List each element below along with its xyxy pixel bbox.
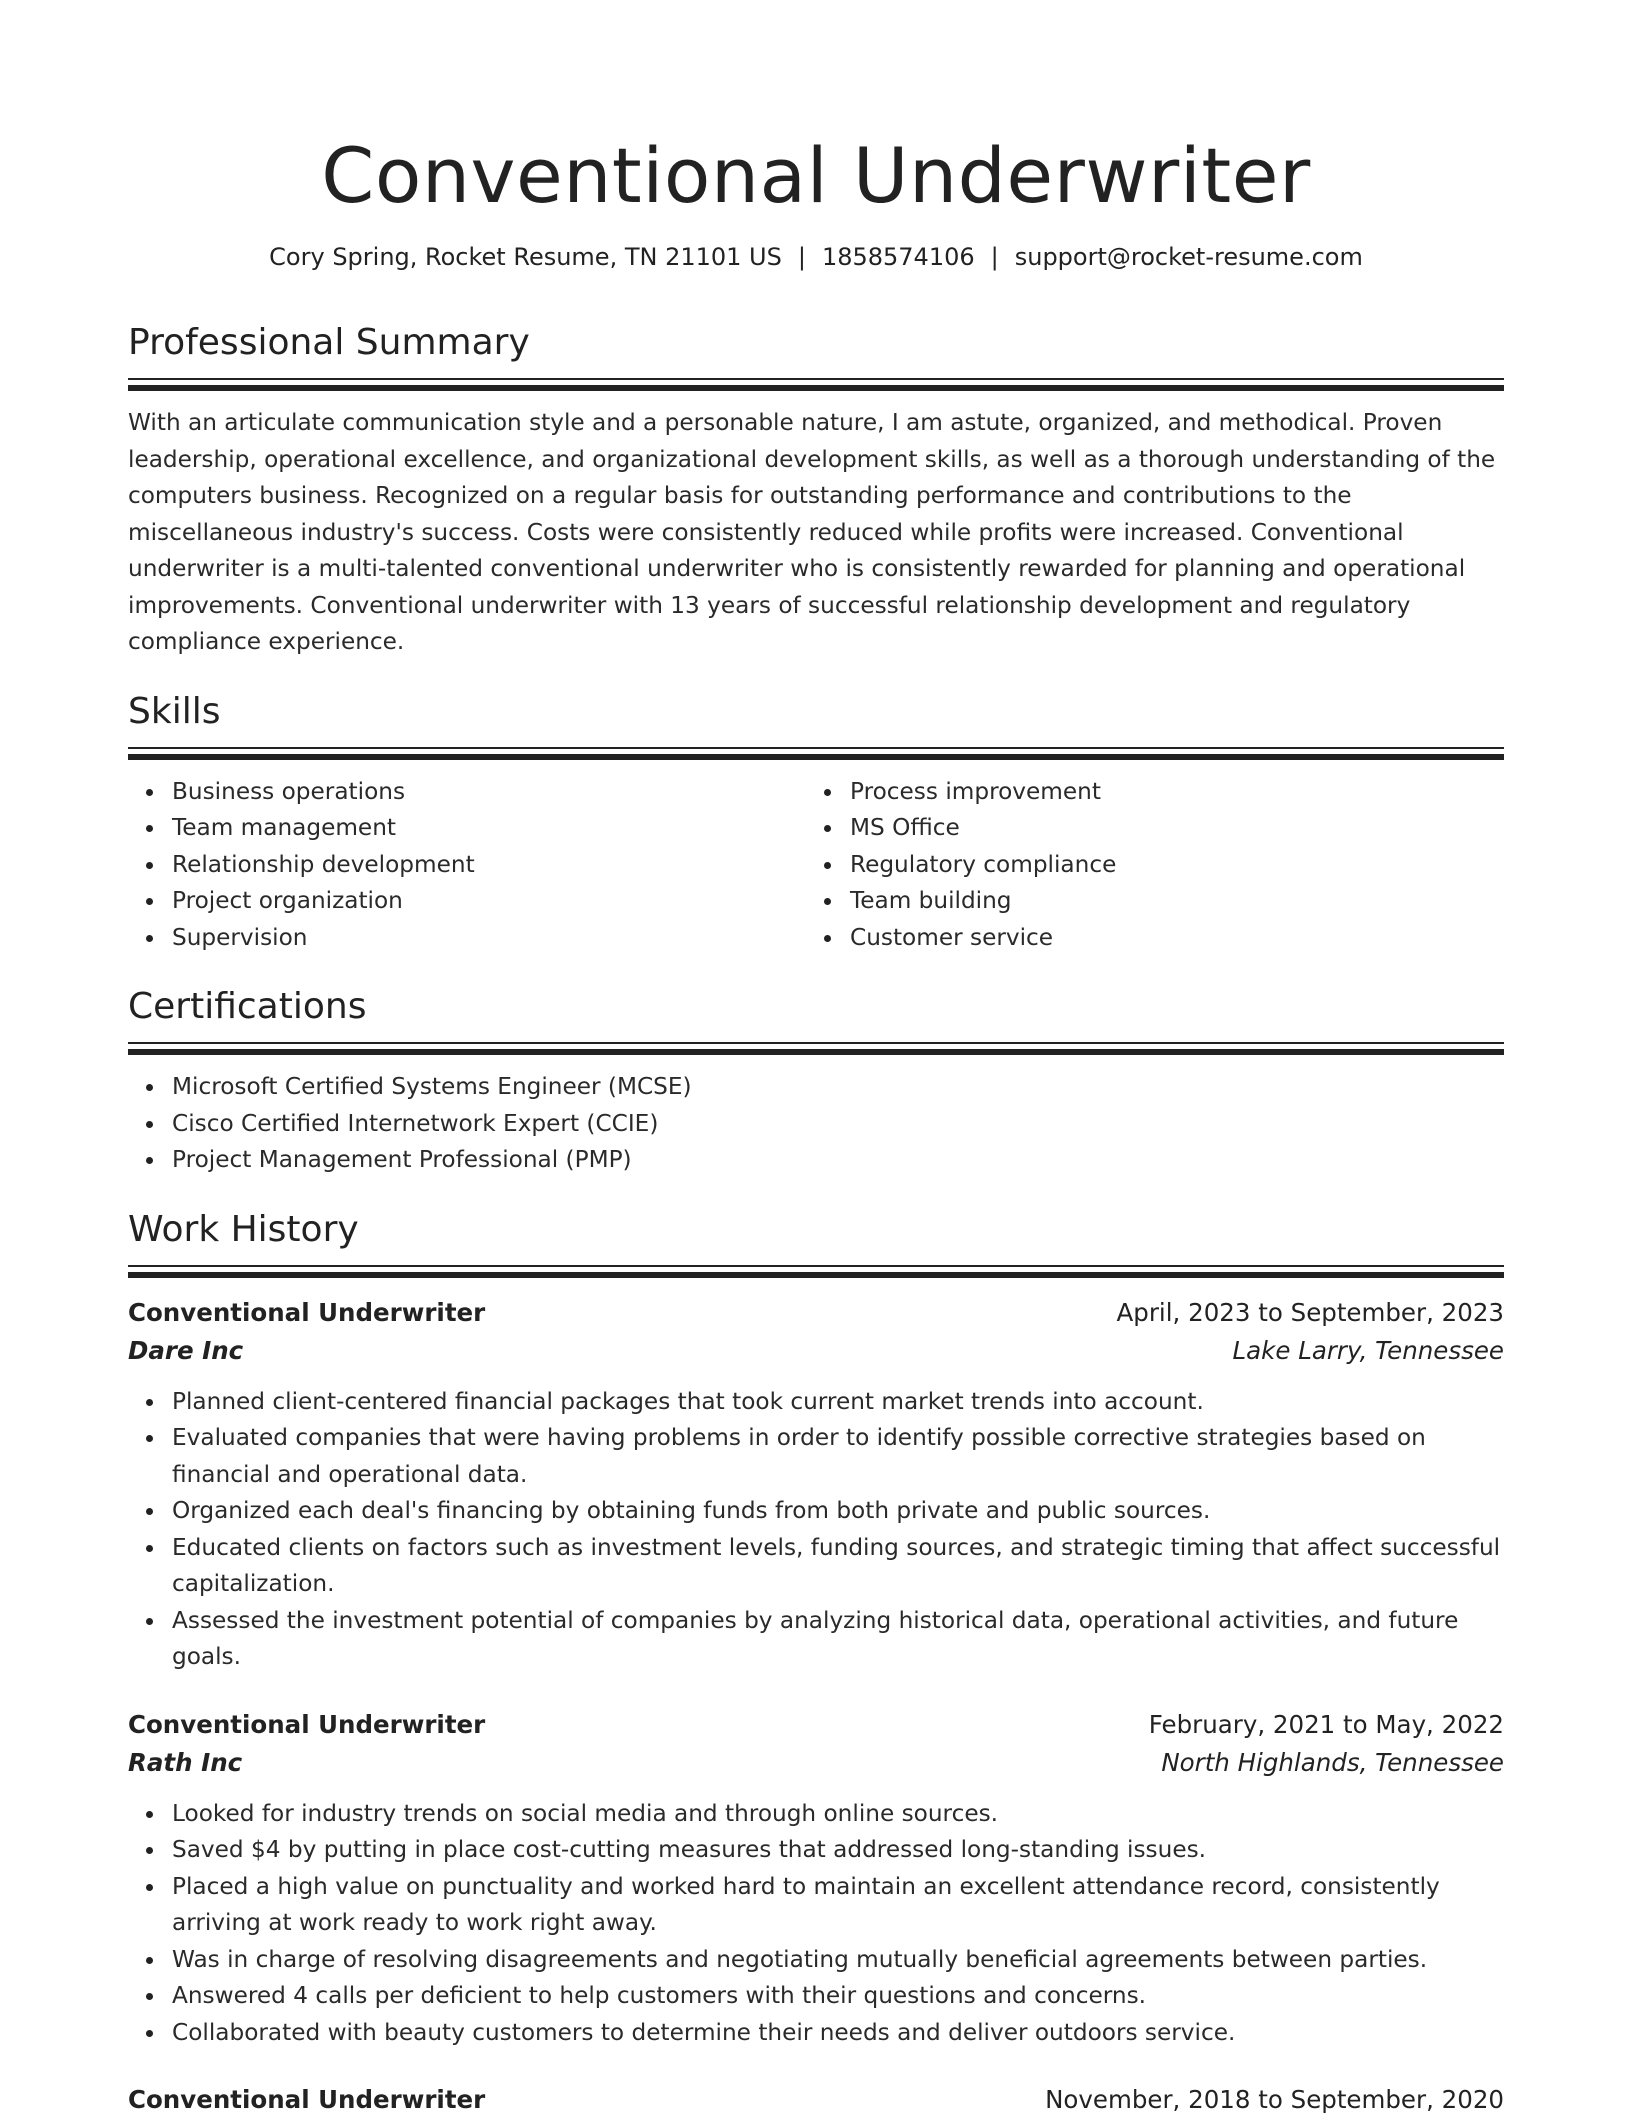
skills-grid xyxy=(128,760,1504,957)
skill-item: Team building xyxy=(850,883,1484,920)
job-bullet: Educated clients on factors such as investment levels, funding sources, and strategic timing that affect successful capitalization. xyxy=(172,1530,1504,1603)
job-entry xyxy=(128,1294,1504,1676)
contact-email: support@rocket-resume.com xyxy=(1015,243,1363,271)
job-bullet: Placed a high value on punctuality and worked hard to maintain an excellent attendance record, consistently arriving at work ready to work right away. xyxy=(172,1869,1504,1942)
job-dates: November, 2018 to September, 2020 xyxy=(1045,2081,1504,2119)
job-company: Dare Inc xyxy=(128,1332,243,1370)
job-dates: February, 2021 to May, 2022 xyxy=(1149,1706,1504,1744)
contact-line xyxy=(128,240,1504,274)
section-title-summary: Professional Summary xyxy=(128,318,1504,368)
job-header-row xyxy=(128,2081,1504,2119)
skill-item: Team management xyxy=(172,810,806,847)
certification-item: Cisco Certified Internetwork Expert (CCIE) xyxy=(172,1106,1504,1143)
job-company: Rath Inc xyxy=(128,1744,242,1782)
skill-item: Project organization xyxy=(172,883,806,920)
resume-page xyxy=(128,0,1504,2119)
job-bullet: Answered 4 calls per deficient to help customers with their questions and concerns. xyxy=(172,1978,1504,2015)
skill-item: Supervision xyxy=(172,920,806,957)
section-divider xyxy=(128,747,1504,760)
skills-section xyxy=(128,687,1504,957)
certification-item: Project Management Professional (PMP) xyxy=(172,1142,1504,1179)
certifications-section xyxy=(128,982,1504,1179)
skill-item: Process improvement xyxy=(850,774,1484,811)
job-bullet: Saved $4 by putting in place cost-cutting measures that addressed long-standing issues. xyxy=(172,1832,1504,1869)
contact-separator: | xyxy=(782,240,822,274)
skills-list-left xyxy=(128,774,806,957)
job-title: Conventional Underwriter xyxy=(128,1706,485,1744)
contact-separator: | xyxy=(975,240,1015,274)
certifications-list xyxy=(128,1069,1504,1179)
job-bullet: Looked for industry trends on social media and through online sources. xyxy=(172,1796,1504,1833)
work-history-section xyxy=(128,1205,1504,2119)
contact-address: Cory Spring, Rocket Resume, TN 21101 US xyxy=(269,243,782,271)
job-bullet: Assessed the investment potential of companies by analyzing historical data, operational activities, and future goals. xyxy=(172,1603,1504,1676)
job-bullet: Was in charge of resolving disagreements and negotiating mutually beneficial agreements between parties. xyxy=(172,1942,1504,1979)
job-bullet: Collaborated with beauty customers to determine their needs and deliver outdoors service. xyxy=(172,2015,1504,2052)
skill-item: Business operations xyxy=(172,774,806,811)
skill-item: Customer service xyxy=(850,920,1484,957)
job-company-row xyxy=(128,1332,1504,1370)
section-title-work-history: Work History xyxy=(128,1205,1504,1255)
job-entry xyxy=(128,1706,1504,2052)
job-location: North Highlands, Tennessee xyxy=(1161,1744,1504,1782)
section-divider xyxy=(128,1265,1504,1278)
section-divider xyxy=(128,378,1504,391)
job-title: Conventional Underwriter xyxy=(128,1294,485,1332)
summary-section xyxy=(128,318,1504,661)
job-location: Lake Larry, Tennessee xyxy=(1232,1332,1504,1370)
job-bullet: Planned client-centered financial packages that took current market trends into account. xyxy=(172,1384,1504,1421)
job-bullet: Evaluated companies that were having problems in order to identify possible corrective strategies based on financial and operational data. xyxy=(172,1420,1504,1493)
job-bullets xyxy=(128,1384,1504,1676)
job-header-row xyxy=(128,1706,1504,1744)
skills-list-right xyxy=(806,774,1484,957)
skill-item: Relationship development xyxy=(172,847,806,884)
job-dates: April, 2023 to September, 2023 xyxy=(1117,1294,1504,1332)
job-header-row xyxy=(128,1294,1504,1332)
job-bullets xyxy=(128,1796,1504,2052)
section-title-certifications: Certifications xyxy=(128,982,1504,1032)
resume-name: Conventional Underwriter xyxy=(128,0,1504,230)
job-entry xyxy=(128,2081,1504,2119)
summary-text: With an articulate communication style and a personable nature, I am astute, organized, and methodical. Proven leadership, operational excellence, and organizational development skills, as well as a thorough understanding of the computers business. Recognized on a regular basis for outstanding performance and contributions to the miscellaneous industry's success. Costs were consistently reduced while profits were increased. Conventional underwriter is a multi-talented conventional underwriter who is consistently rewarded for planning and operational improvements. Conventional underwriter with 13 years of successful relationship development and regulatory compliance experience. xyxy=(128,405,1504,661)
section-title-skills: Skills xyxy=(128,687,1504,737)
section-divider xyxy=(128,1042,1504,1055)
contact-phone: 1858574106 xyxy=(822,243,975,271)
skill-item: MS Office xyxy=(850,810,1484,847)
job-title: Conventional Underwriter xyxy=(128,2081,485,2119)
certification-item: Microsoft Certified Systems Engineer (MCSE) xyxy=(172,1069,1504,1106)
job-company-row xyxy=(128,1744,1504,1782)
job-bullet: Organized each deal's financing by obtaining funds from both private and public sources. xyxy=(172,1493,1504,1530)
skill-item: Regulatory compliance xyxy=(850,847,1484,884)
